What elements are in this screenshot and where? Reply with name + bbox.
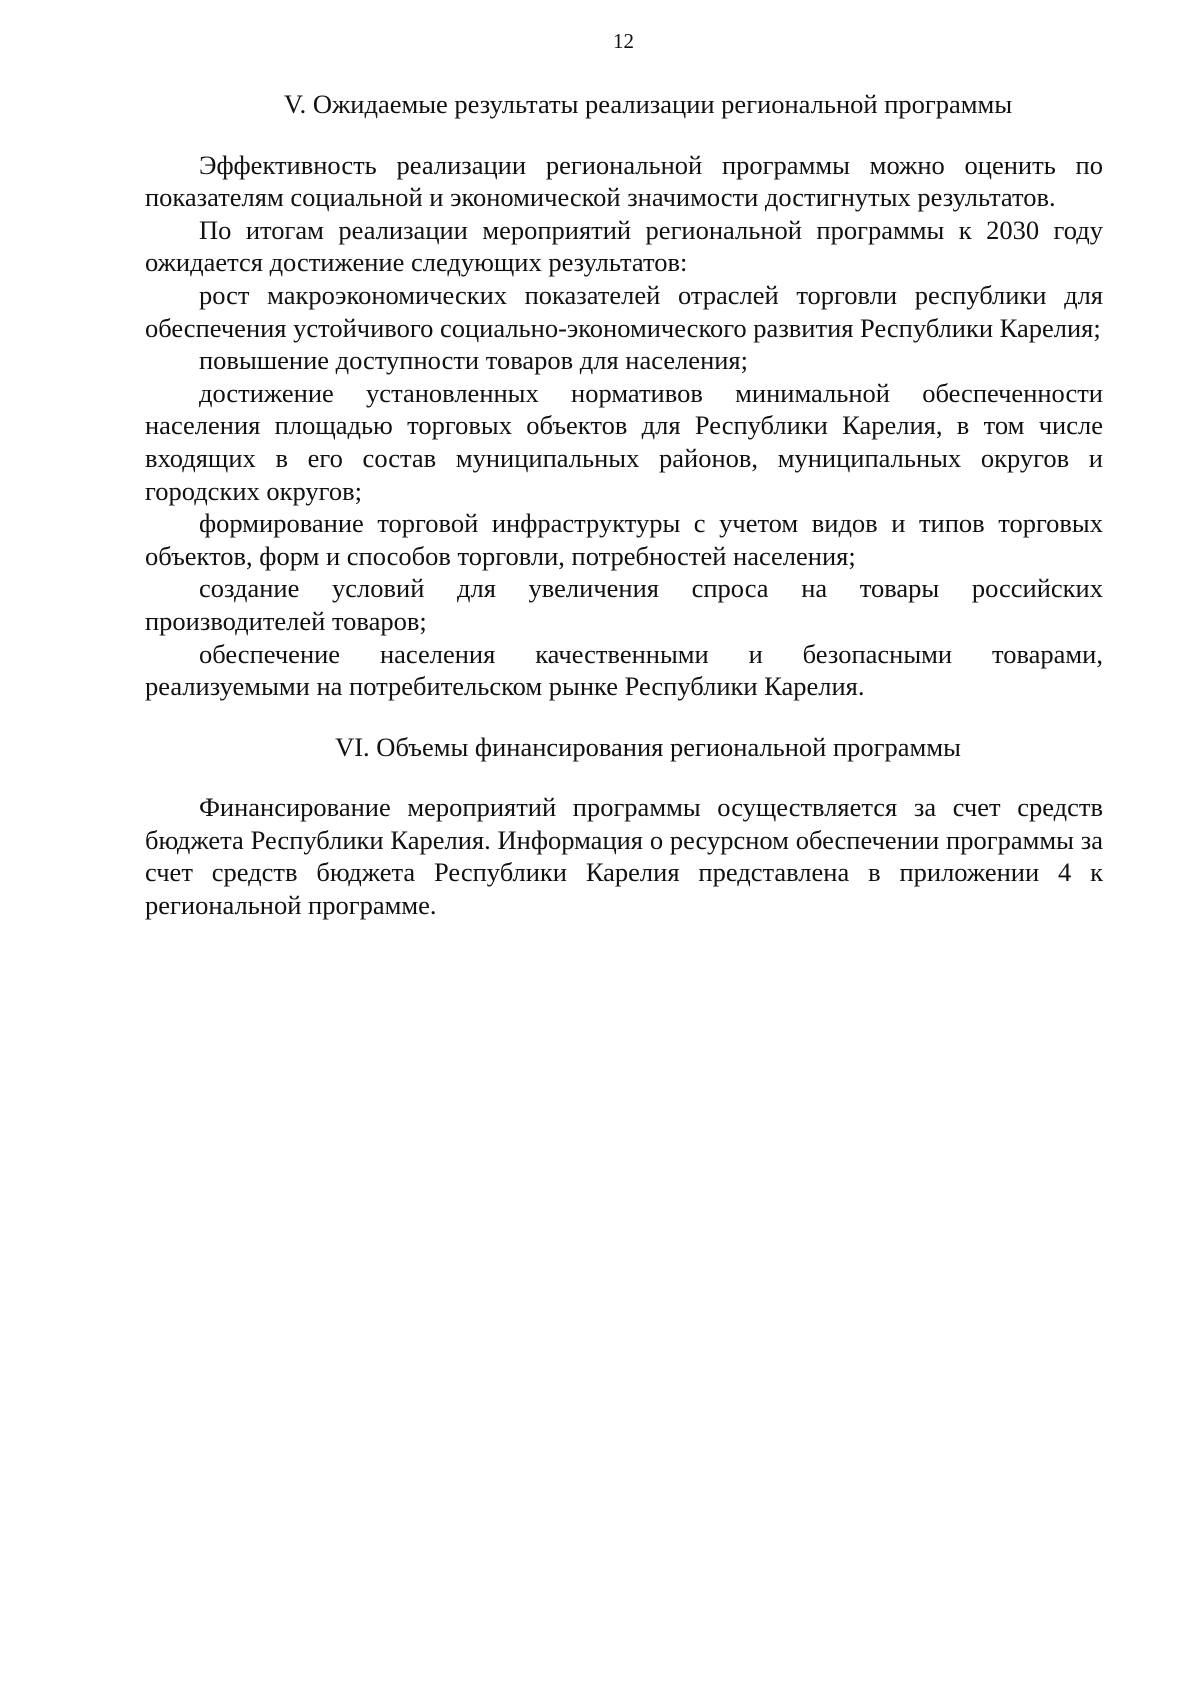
section-v-list-item: формирование торговой инфраструктуры с учетом видов и типов торговых объектов, форм и способов торговли, потребностей населения;: [145, 508, 1103, 571]
page-number: 12: [613, 29, 634, 53]
section-v-list-item: обеспечение населения качественными и безопасными товарами, реализуемыми на потребительском рынке Республики Карелия.: [145, 638, 1103, 702]
document-body: [145, 88, 1103, 922]
section-v-list-item: достижение установленных нормативов минимальной обеспеченности населения площадью торговых объектов для Республики Карелия, в том числе входящих в его состав муниципальных районов, муниципальных округов и городских округов;: [145, 377, 1103, 506]
section-v-paragraph: По итогам реализации мероприятий региональной программы к 2030 году ожидается достижение следующих результатов:: [145, 214, 1103, 278]
section-vi-heading: VI. Объемы финансирования региональной программы: [335, 731, 961, 762]
section-v-list-item: повышение доступности товаров для населения;: [199, 345, 748, 376]
section-v-heading: V. Ожидаемые результаты реализации региональной программы: [283, 89, 1013, 119]
section-vi-paragraph: Финансирование мероприятий программы осуществляется за счет средств бюджета Республики Карелия. Информация о ресурсном обеспечении программы за счет средств бюджета Республики Карелия представлена в приложении 4 к региональной программе.: [145, 792, 1103, 921]
section-v-list-item: создание условий для увеличения спроса на товары российских производителей товаров;: [145, 573, 1103, 636]
section-v-list-item: рост макроэкономических показателей отраслей торговли республики для обеспечения устойчивого социально-экономического развития Республики Карелия;: [145, 279, 1103, 343]
section-v-paragraph: Эффективность реализации региональной программы можно оценить по показателям социальной и экономической значимости достигнутых результатов.: [145, 149, 1103, 213]
